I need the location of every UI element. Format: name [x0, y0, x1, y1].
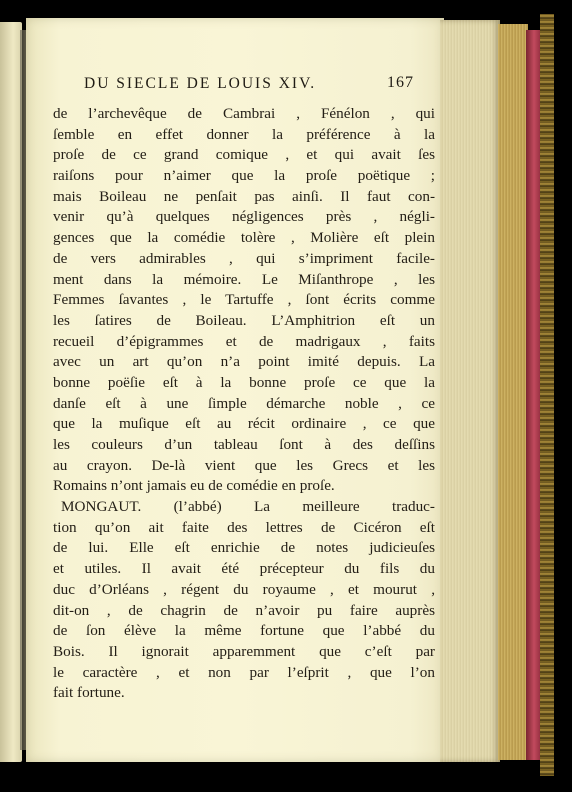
text-line: proſe de ce grand comique , et qui avait ſes	[53, 146, 435, 164]
page-number: 167	[387, 74, 414, 91]
text-line: gences que la comédie tolère , Molière eſt plein	[53, 229, 435, 247]
text-line: au crayon. De-là vient que les Grecs et les	[53, 456, 435, 474]
text-line: MONGAUT. (l’abbé) La meilleure traduc-	[61, 498, 435, 516]
running-title: DU SIECLE DE LOUIS XIV.	[84, 75, 317, 92]
text-line: danſe eſt à une ſimple démarche noble , ce	[53, 394, 435, 412]
text-line: Femmes ſavantes , le Tartuffe , ſont écrits comme	[53, 291, 435, 309]
text-line: raiſons pour n’aimer que la proſe poëtique ;	[53, 167, 435, 185]
text-line: de l’archevêque de Cambrai , Fénélon , qui	[53, 105, 435, 122]
text-line: ſemble en effet donner la préférence à la	[53, 125, 435, 143]
text-line: de lui. Elle eſt enrichie de notes judicieuſes	[53, 539, 435, 557]
text-line: recueil d’épigrammes et de madrigaux , faits	[53, 332, 435, 350]
text-line: bonne poëſie eſt à la bonne proſe ce que la	[53, 373, 435, 391]
text-line: mais Boileau ne penſait pas ainſi. Il faut con-	[53, 187, 435, 205]
text-line: venir qu’à quelques négligences près , négli-	[53, 208, 435, 226]
page-edges	[440, 20, 500, 762]
text-line: et utiles. Il avait été précepteur du fils du	[53, 560, 435, 578]
text-line: les ſatires de Boileau. L’Amphitrion eſt un	[53, 311, 435, 329]
text-line: les couleurs d’un tableau ſont à des deſſins	[53, 436, 435, 453]
running-header	[84, 75, 414, 93]
gilt-page-edges	[498, 24, 528, 760]
text-line: Romains n’ont jamais eu de comédie en proſe.	[53, 477, 335, 495]
text-line: dit-on , de chagrin de n’avoir pu faire auprès	[53, 601, 435, 619]
text-line: fait fortune.	[53, 684, 125, 702]
text-line: tion qu’on ait faite des lettres de Cicéron eſt	[53, 518, 435, 536]
text-line: le caractère , et non par l’eſprit , que l’on	[53, 663, 435, 681]
text-line: duc d’Orléans , régent du royaume , et mourut ,	[53, 580, 435, 598]
text-line: de ſon élève la même fortune que l’abbé du	[53, 622, 435, 640]
cover-gold-tooling	[540, 14, 554, 776]
text-line: de vers admirables , qui s’impriment facile-	[53, 249, 435, 267]
text-line: Bois. Il ignorait apparemment que c’eſt par	[53, 642, 435, 660]
body-text	[53, 104, 435, 704]
text-line: avec un art qu’on n’a point imité depuis. La	[53, 353, 435, 371]
text-line: ment dans la mémoire. Le Miſanthrope , les	[53, 270, 435, 288]
facing-page-edge	[0, 22, 22, 762]
text-line: que la muſique eſt au récit ordinaire , ce que	[53, 415, 435, 433]
